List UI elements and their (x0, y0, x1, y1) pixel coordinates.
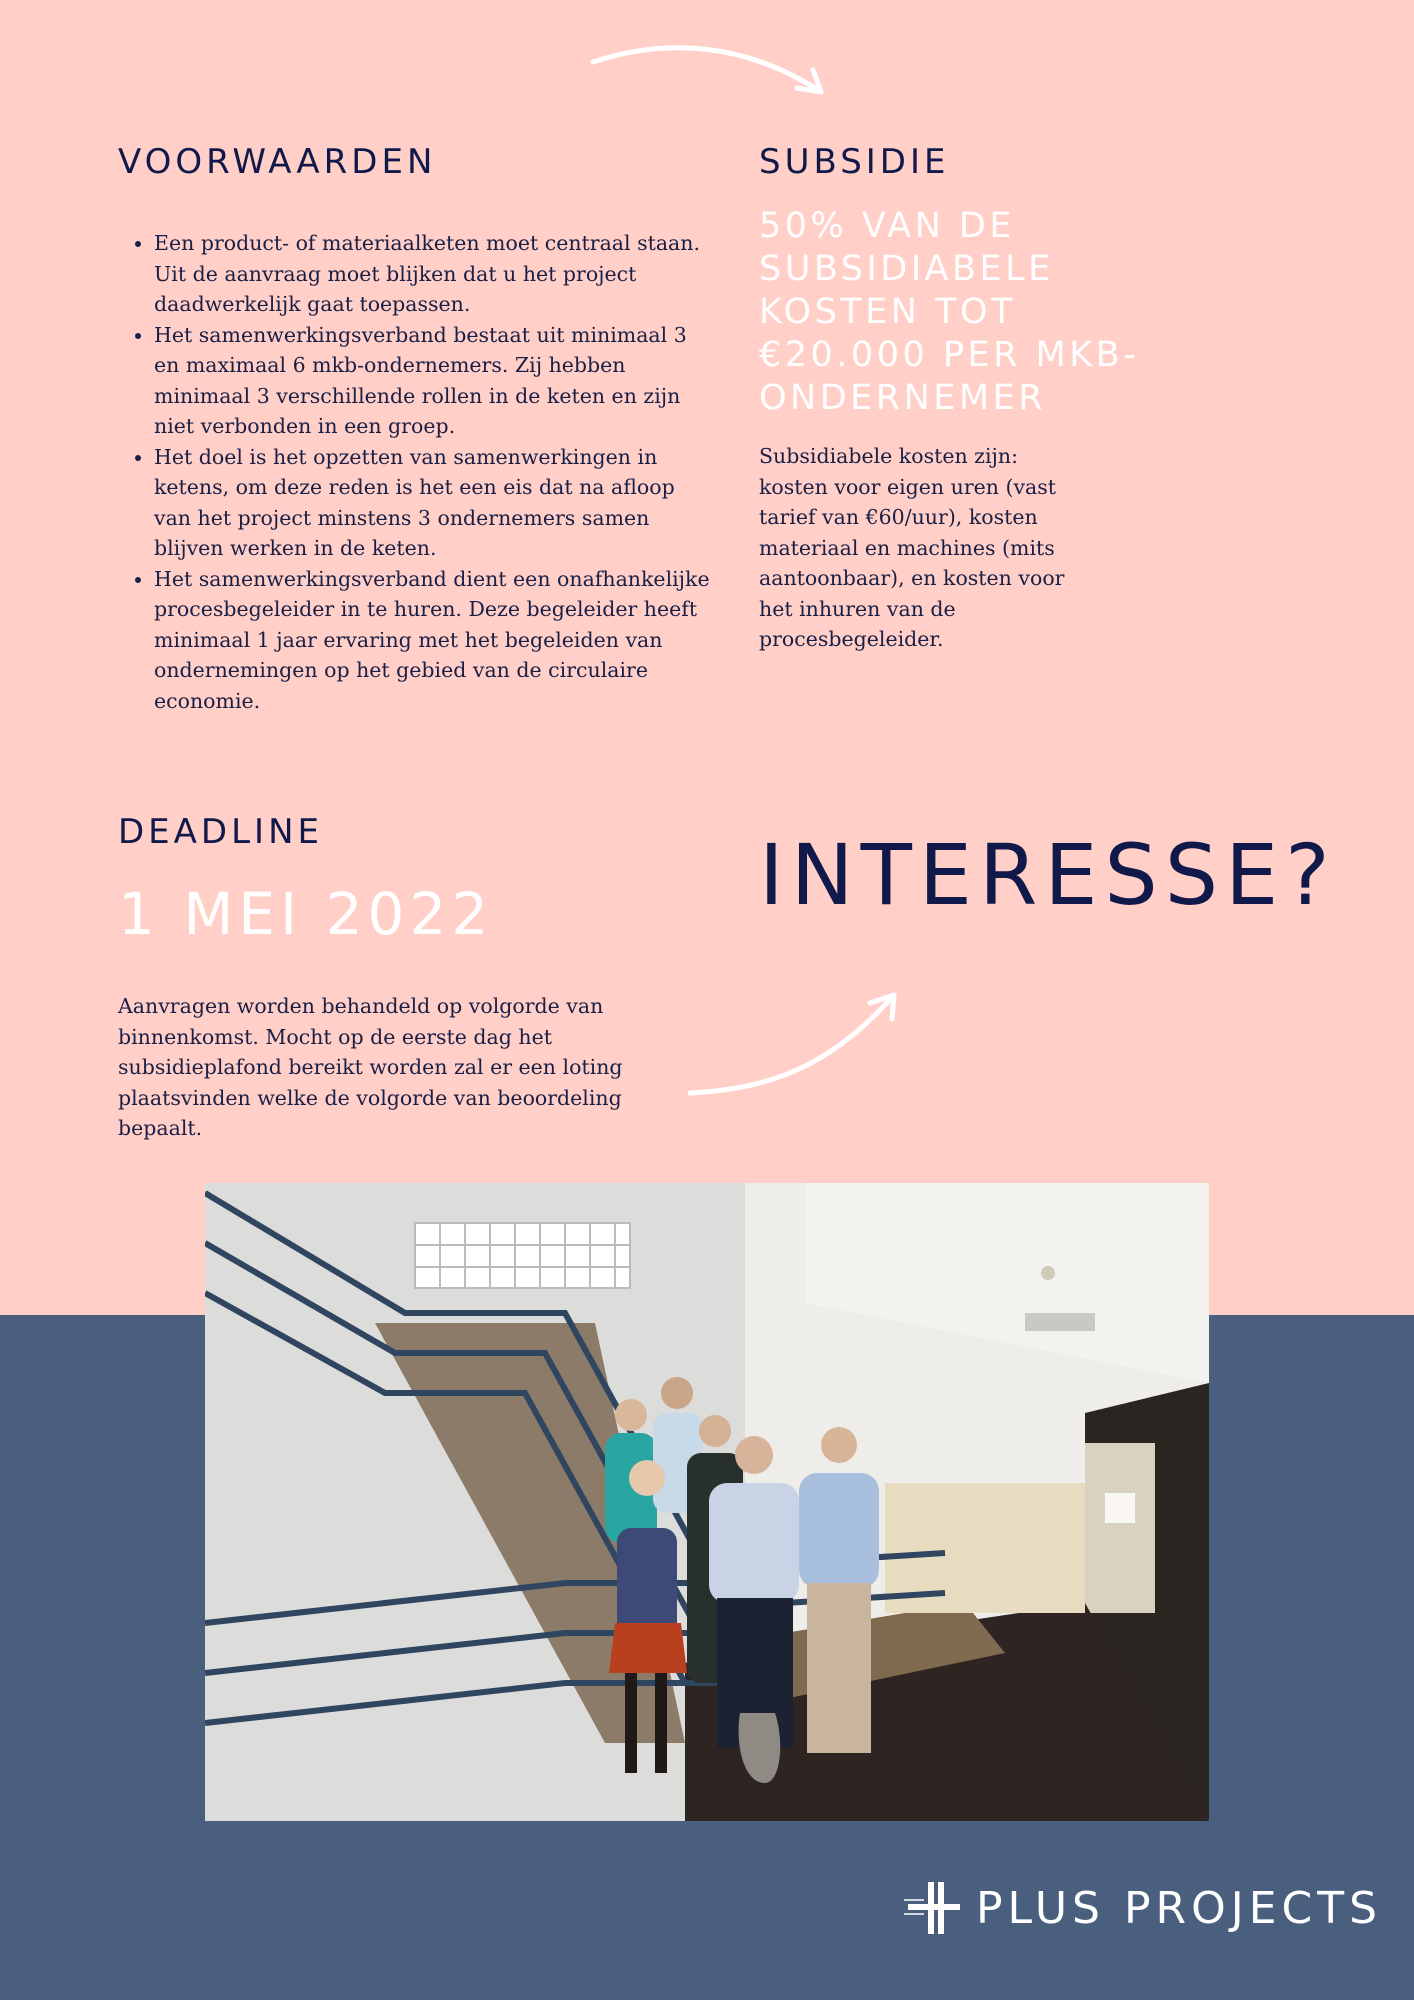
interest-heading: INTERESSE? (759, 826, 1337, 924)
list-item: • Het samenwerkingsverband dient een onafhankelijke procesbegeleider in te huren. Deze begeleider heeft minimaal 1 jaar ervaring met het begeleiden van ondernemingen op het gebied van de circulaire economie. (154, 564, 718, 717)
plus-projects-logo (904, 1880, 1382, 1936)
list-item: • Het samenwerkingsverband bestaat uit minimaal 3 en maximaal 6 mkb-ondernemers. Zij hebben minimaal 3 verschillende rollen in de keten en zijn niet verbonden in een groep. (154, 320, 718, 442)
team-photo (205, 1183, 1209, 1821)
deadline-description: Aanvragen worden behandeld op volgorde van binnenkomst. Mocht op de eerste dag het subsidieplafond bereikt worden zal er een loting plaatsvinden welke de volgorde van beoordeling bepaalt. (118, 994, 623, 1140)
logo-text: PLUS PROJECTS (976, 1882, 1383, 1934)
subsidy-heading: SUBSIDIE (759, 142, 950, 182)
plus-cross-icon (904, 1880, 964, 1936)
list-item: • Een product- of materiaalketen moet centraal staan. Uit de aanvraag moet blijken dat u het project daadwerkelijk gaat toepassen. (154, 228, 718, 320)
deadline-date: 1 MEI 2022 (118, 880, 494, 948)
subsidy-amount: 50% VAN DE SUBSIDIABELE KOSTEN TOT €20.000 PER MKB-ONDERNEMER (759, 206, 1140, 418)
curved-arrow-icon (585, 38, 830, 103)
subsidy-description: Subsidiabele kosten zijn: kosten voor eigen uren (vast tarief van €60/uur), kosten materiaal en machines (mits aantoonbaar), en kosten voor het inhuren van de procesbegeleider. (759, 444, 1065, 651)
conditions-heading: VOORWAARDEN (118, 142, 437, 182)
conditions-list-wrap (118, 228, 718, 716)
curved-arrow-icon (682, 985, 907, 1100)
deadline-heading: DEADLINE (118, 812, 323, 852)
list-item: • Het doel is het opzetten van samenwerkingen in ketens, om deze reden is het een eis dat na afloop van het project minstens 3 ondernemers samen blijven werken in de keten. (154, 442, 718, 564)
conditions-list (118, 228, 718, 716)
